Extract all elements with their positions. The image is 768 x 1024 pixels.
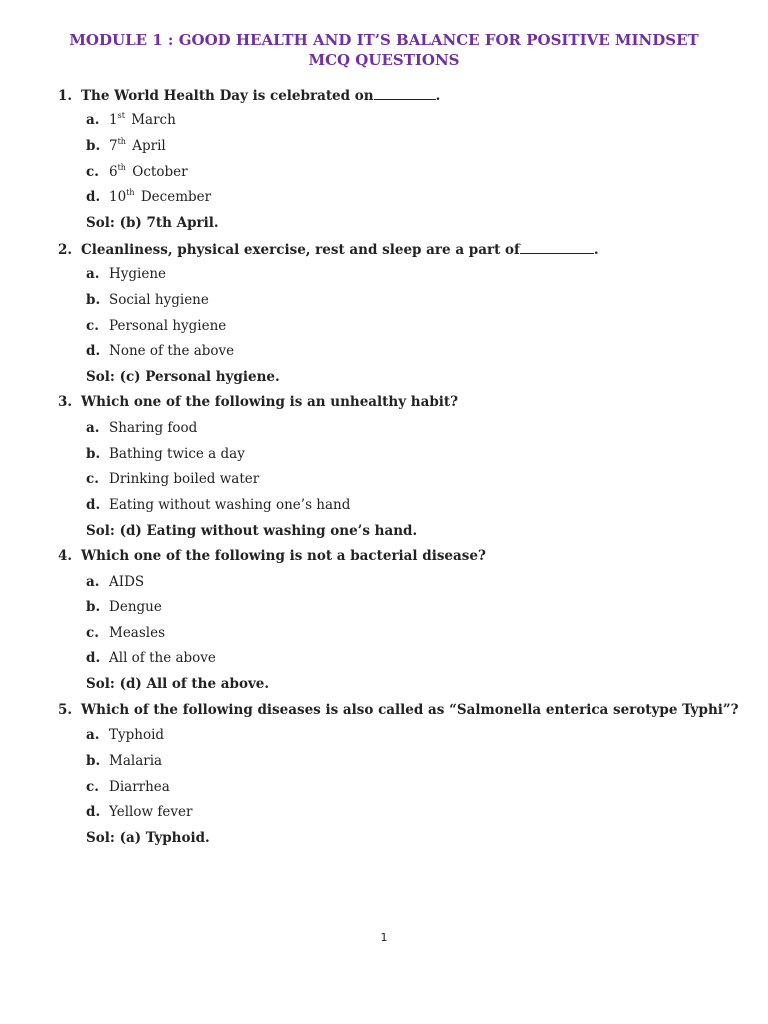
- option-text: October: [127, 164, 188, 180]
- option-text: Hygiene: [109, 266, 167, 282]
- question-number: 5.: [58, 702, 73, 718]
- option-text: Bathing twice a day: [109, 446, 245, 462]
- option-5a: [86, 727, 164, 743]
- option-4a: [86, 574, 144, 590]
- solution-5: Sol: (a) Typhoid.: [86, 830, 210, 846]
- option-text: Yellow fever: [109, 804, 193, 820]
- question-number: 2.: [58, 242, 73, 258]
- question-number: 3.: [58, 394, 73, 410]
- question-3: [58, 394, 458, 410]
- option-letter: c.: [86, 471, 99, 487]
- option-letter: d.: [86, 189, 101, 205]
- ordinal-suffix: th: [126, 188, 135, 197]
- solution-1: Sol: (b) 7th April.: [86, 215, 219, 231]
- option-3d: [86, 497, 350, 513]
- question-text: Cleanliness, physical exercise, rest and sleep are a part of: [81, 242, 520, 258]
- answer-blank: [374, 87, 436, 100]
- option-letter: d.: [86, 497, 101, 513]
- option-text: Eating without washing one’s hand: [109, 497, 351, 513]
- option-text: Dengue: [109, 599, 162, 615]
- option-1a: [86, 112, 176, 128]
- option-text: None of the above: [109, 343, 235, 359]
- option-2a: [86, 266, 166, 282]
- option-text: All of the above: [109, 650, 216, 666]
- option-number: 6: [109, 164, 118, 180]
- option-letter: b.: [86, 753, 101, 769]
- option-text: Sharing food: [109, 420, 198, 436]
- option-text: Personal hygiene: [109, 318, 227, 334]
- option-2c: [86, 318, 226, 334]
- option-text: April: [127, 138, 166, 154]
- option-1d: [86, 189, 211, 205]
- question-number: 4.: [58, 548, 73, 564]
- ordinal-suffix: st: [117, 111, 125, 120]
- option-number: 10: [109, 189, 127, 205]
- solution-4: Sol: (d) All of the above.: [86, 676, 270, 692]
- answer-blank: [520, 241, 594, 254]
- question-2: [58, 241, 599, 258]
- option-5d: [86, 804, 192, 820]
- option-text: March: [126, 112, 176, 128]
- option-text: Drinking boiled water: [109, 471, 260, 487]
- option-text: Social hygiene: [109, 292, 209, 308]
- option-4d: [86, 650, 216, 666]
- option-letter: b.: [86, 446, 101, 462]
- ordinal-suffix: th: [117, 137, 126, 146]
- option-number: 1: [109, 112, 118, 128]
- option-3a: [86, 420, 197, 436]
- option-letter: a.: [86, 574, 100, 590]
- question-1: [58, 87, 440, 104]
- question-punctuation: .: [435, 88, 441, 104]
- page-title: MODULE 1 : GOOD HEALTH AND IT’S BALANCE FOR POSITIVE MINDSET: [69, 31, 699, 49]
- option-letter: b.: [86, 599, 101, 615]
- option-letter: c.: [86, 164, 99, 180]
- option-letter: a.: [86, 266, 100, 282]
- question-number: 1.: [58, 88, 73, 104]
- question-4: [58, 548, 486, 564]
- option-4c: [86, 625, 165, 641]
- question-text: Which one of the following is an unhealthy habit?: [81, 394, 459, 410]
- option-text: December: [136, 189, 212, 205]
- option-2b: [86, 292, 209, 308]
- question-text: Which one of the following is not a bacterial disease?: [81, 548, 486, 564]
- option-text: Diarrhea: [109, 779, 170, 795]
- option-letter: d.: [86, 343, 101, 359]
- option-letter: c.: [86, 625, 99, 641]
- option-letter: b.: [86, 292, 101, 308]
- option-1c: [86, 164, 188, 180]
- question-text: The World Health Day is celebrated on: [81, 88, 374, 104]
- option-letter: d.: [86, 804, 101, 820]
- option-1b: [86, 138, 166, 154]
- option-letter: a.: [86, 727, 100, 743]
- option-letter: a.: [86, 420, 100, 436]
- option-letter: b.: [86, 138, 101, 154]
- option-5c: [86, 779, 170, 795]
- option-5b: [86, 753, 162, 769]
- option-4b: [86, 599, 162, 615]
- page-number: 1: [380, 931, 388, 944]
- option-number: 7: [109, 138, 118, 154]
- option-3c: [86, 471, 259, 487]
- ordinal-suffix: th: [117, 163, 126, 172]
- solution-2: Sol: (c) Personal hygiene.: [86, 369, 280, 385]
- option-letter: d.: [86, 650, 101, 666]
- option-letter: c.: [86, 779, 99, 795]
- option-letter: a.: [86, 112, 100, 128]
- option-text: AIDS: [109, 574, 145, 590]
- option-letter: c.: [86, 318, 99, 334]
- question-text: Which of the following diseases is also called as “Salmonella enterica serotype Typhi”?: [81, 702, 739, 718]
- option-text: Measles: [109, 625, 166, 641]
- question-punctuation: .: [593, 242, 599, 258]
- option-3b: [86, 446, 245, 462]
- option-text: Malaria: [109, 753, 163, 769]
- option-2d: [86, 343, 234, 359]
- page-subtitle: MCQ QUESTIONS: [308, 51, 460, 69]
- question-5: [58, 702, 739, 718]
- option-text: Typhoid: [109, 727, 165, 743]
- solution-3: Sol: (d) Eating without washing one’s hand.: [86, 523, 418, 539]
